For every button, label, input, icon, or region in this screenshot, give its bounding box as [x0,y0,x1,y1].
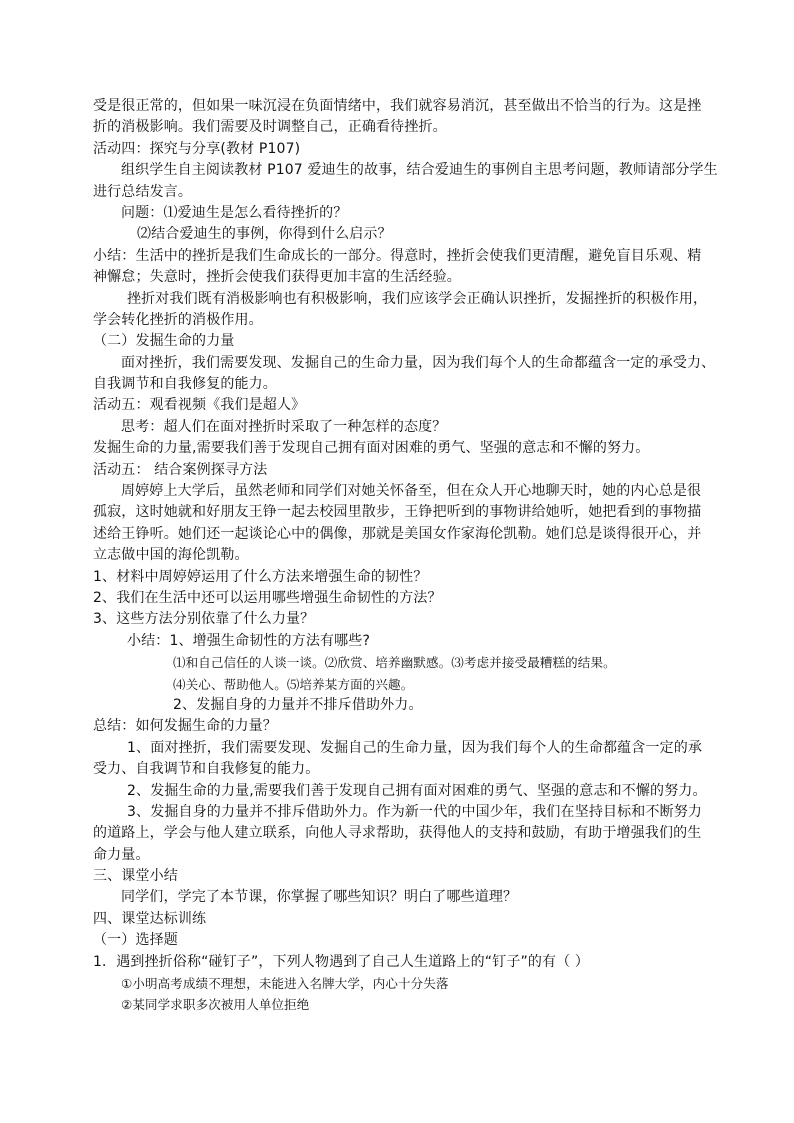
text-line: 周婷婷上大学后，虽然老师和同学们对她关怀备至，但在众人开心地聊天时，她的内心总是很 [121,483,702,500]
question-line: 2、我们在生活中还可以运用哪些增强生命韧性的方法？ [93,589,442,606]
text-line: 挫折对我们既有消极影响也有积极影响，我们应该学会正确认识挫折，发掘挫折的积极作用， [127,290,708,307]
question-line: 思考：超人们在面对挫折时采取了一种怎样的态度？ [121,418,447,435]
text-line: 组织学生自主阅读教材 P107 爱迪生的故事，结合爱迪生的事例自主思考问题，教师请部分学生 [121,162,718,179]
question-line: 1、材料中周婷婷运用了什么方法来增强生命的韧性？ [93,568,428,585]
section-heading: （二）发掘生命的力量 [93,333,235,350]
summary-line: 小结：1、增强生命韧性的方法有哪些? [127,632,371,649]
subsection-heading: （一）选择题 [93,932,178,949]
activity-heading: 活动五： 结合案例探寻方法 [93,461,268,478]
text-line: 的道路上，学会与他人建立联系，向他人寻求帮助，获得他人的支持和鼓励，有助于增强我们的生 [93,825,702,842]
summary-line: 小结：生活中的挫折是我们生命成长的一部分。得意时，挫折会使我们更清醒，避免盲目乐观、精 [93,247,702,264]
method-line: ⑷关心、帮助他人。⑸培养某方面的兴趣。 [173,676,414,692]
question-line: 问题：⑴爱迪生是怎么看待挫折的？ [121,204,348,221]
document-page [93,96,718,1016]
text-line: 述给王铮听。她们还一起谈论心中的偶像，那就是美国女作家海伦凯勒。她们总是谈得很开心，并 [93,525,702,542]
text-line: 学会转化挫折的消极作用。 [93,311,263,328]
text-line: 自我调节和自我修复的能力。 [93,376,277,393]
method-line: 2、发掘自身的力量并不排斥借助外力。 [173,696,423,713]
choice-question: 1．遇到挫折俗称“碰钉子”，下列人物遇到了自己人生道路上的“钉子”的有（ ） [93,953,590,970]
activity-heading: 活动五：观看视频《我们是超人》 [93,397,306,414]
text-line: 同学们，学完了本节课，你掌握了哪些知识？明白了哪些道理？ [121,889,518,906]
text-line: 受是很正常的，但如果一味沉浸在负面情绪中，我们就容易消沉，甚至做出不恰当的行为。这是挫 [93,98,702,114]
text-line: 孤寂，这时她就和好朋友王铮一起去校园里散步，王铮把听到的事物讲给她听，她把看到的事物描 [93,504,702,521]
text-line: 立志做中国的海伦凯勒。 [93,547,249,564]
conclusion-heading: 总结：如何发掘生命的力量？ [93,718,277,735]
method-line: ⑴和自己信任的人谈一谈。⑵欣赏、培养幽默感。⑶考虑并接受最糟糕的结果。 [173,655,616,671]
text-line: 折的消极影响。我们需要及时调整自己，正确看待挫折。 [93,119,447,136]
question-line: ⑵结合爱迪生的事例，你得到什么启示？ [137,226,392,243]
question-line: 3、这些方法分别依靠了什么力量？ [93,611,315,628]
text-line: 2、发掘生命的力量,需要我们善于发现自己拥有面对困难的勇气、坚强的意志和不懈的努力。 [127,782,707,799]
text-line: 3、发掘自身的力量并不排斥借助外力。作为新一代的中国少年，我们在坚持目标和不断努力 [127,803,703,820]
text-line: 命力量。 [93,846,150,863]
section-heading: 三、课堂小结 [93,868,178,885]
text-line: 受力、自我调节和自我修复的能力。 [93,761,320,778]
text-line: 神懈怠；失意时，挫折会使我们获得更加丰富的生活经验。 [93,269,461,286]
text-line: 进行总结发言。 [93,183,193,200]
text-line: 发掘生命的力量,需要我们善于发现自己拥有面对困难的勇气、坚强的意志和不懈的努力。 [93,440,650,457]
text-line: 面对挫折，我们需要发现、发掘自己的生命力量，因为我们每个人的生命都蕴含一定的承受力、 [121,354,716,371]
text-line: 1、面对挫折，我们需要发现、发掘自己的生命力量，因为我们每个人的生命都蕴含一定的承 [127,739,703,756]
choice-option: ①小明高考成绩不理想，未能进入名牌大学，内心十分失落 [121,976,449,992]
activity-heading: 活动四：探究与分享(教材 P107) [93,140,301,157]
choice-option: ②某同学求职多次被用人单位拒绝 [121,997,310,1013]
section-heading: 四、课堂达标训练 [93,910,207,927]
